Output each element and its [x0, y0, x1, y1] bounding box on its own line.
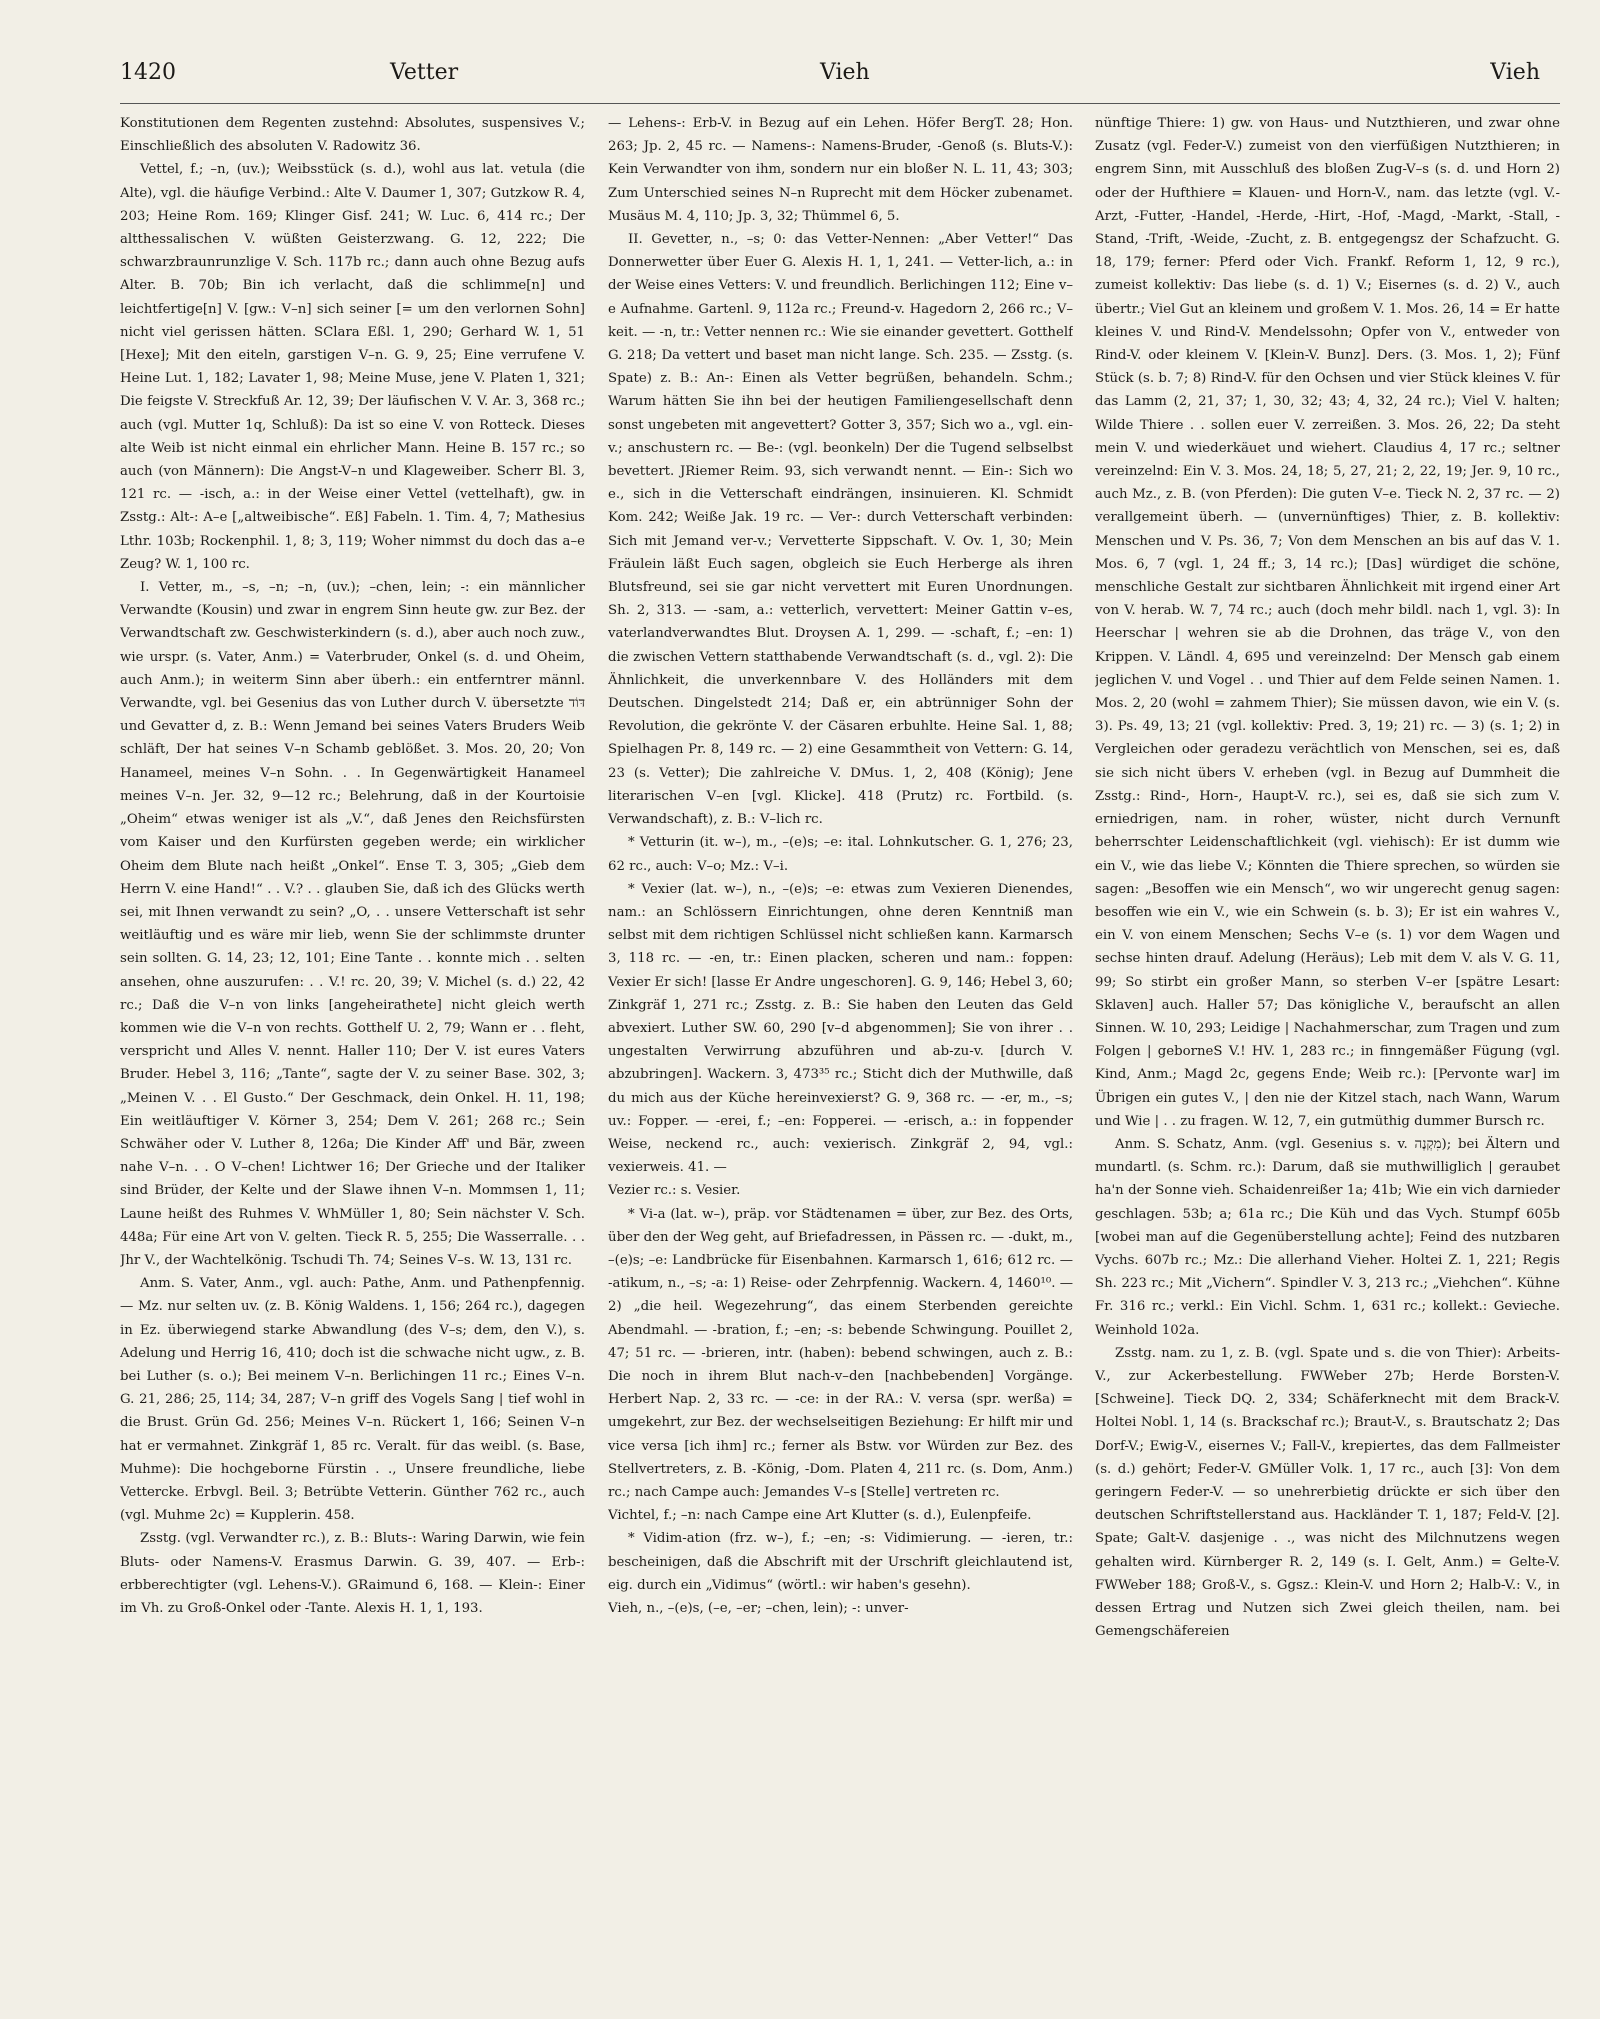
entry-paragraph: Vieh, n., –(e)s, (–e, –er; –chen, lein); -: unver-	[608, 1601, 909, 1616]
column-1	[120, 112, 585, 1992]
page-header	[120, 60, 1560, 100]
column-3	[1095, 112, 1560, 1992]
page-number: 1420	[120, 60, 176, 85]
header-right-word: Vieh	[1490, 60, 1540, 85]
entry-paragraph: — Lehens-: Erb-V. in Bezug auf ein Lehen. Höfer BergT. 28; Hon. 263; Jp. 2, 45 rc. — Namens-: Namens-Bruder, -Genoß (s. Bluts-V.): Kein Verwandter von ihm, sondern nur ein bloßer N. L. 11, 43; 303; Zum Unterschied seines N–n Ruprecht mit dem Höcker zubenamet. Musäus M. 4, 110; Jp. 3, 32; Thümmel 6, 5.	[608, 116, 1073, 224]
entry-paragraph: Anm. S. Schatz, Anm. (vgl. Gesenius s. v. מִקְנֶה); bei Ältern und mundartl. (s. Schm. rc.): Darum, daß sie muthwilliglich | geraubet ha'n der Sonne vieh. Schaidenreißer 1a; 41b; Wie ein vich darnieder geschlagen. 53b; a; 61a rc.; Die Küh und das Vych. Stumpf 605b [wobei man auf die Gegenüberstellung achte]; Feind des nutzbaren Vychs. 607b rc.; Mz.: Die allerhand Vieher. Holtei Z. 1, 221; Regis Sh. 223 rc.; Mit „Vichern“. Spindler V. 3, 213 rc.; „Viehchen“. Kühne Fr. 316 rc.; verkl.: Ein Vichl. Schm. 1, 631 rc.; kollekt.: Gevieche. Weinhold 102a.	[1095, 1136, 1560, 1338]
entry-paragraph: * Vexier (lat. w–), n., –(e)s; –e: etwas zum Vexieren Dienendes, nam.: an Schlössern Einrichtungen, ohne deren Kenntniß man selbst mit dem richtigen Schlüssel nicht schließen kann. Karmarsch 3, 118 rc. — -en, tr.: Einen placken, scheren und nam.: foppen: Vexier Er sich! [lasse Er Andre ungeschoren]. G. 9, 146; Hebel 3, 60; Zinkgräf 1, 271 rc.; Zsstg. z. B.: Sie haben den Leuten das Geld abvexiert. Luther SW. 60, 290 [v–d abgenommen]; Sie von ihrer . . ungestalten Verwirrung abzuführen und ab-zu-v. [durch V. abzubringen]. Wackern. 3, 473³⁵ rc.; Sticht dich der Muthwille, daß du mich aus der Küche hereinvexierst? G. 9, 368 rc. — -er, m., –s; uv.: Fopper. — -erei, f.; –en: Fopperei. — -erisch, a.: in foppender Weise, neckend rc., auch: vexierisch. Zinkgräf 2, 94, vgl.: vexierweis. 41. —	[608, 881, 1073, 1176]
entry-paragraph: * Vi-a (lat. w–), präp. vor Städtenamen = über, zur Bez. des Orts, über den der Weg geht, auf Briefadressen, in Pässen rc. — -dukt, m., –(e)s; –e: Landbrücke für Eisenbahnen. Karmarsch 1, 616; 612 rc. — -atikum, n., –s; -a: 1) Reise- oder Zehrpfennig. Wackern. 4, 1460¹⁰. — 2) „die heil. Wegezehrung“, das einem Sterbenden gereichte Abendmahl. — -bration, f.; –en; -s: bebende Schwingung. Pouillet 2, 47; 51 rc. — -brieren, intr. (haben): bebend schwingen, auch z. B.: Die noch in ihrem Blut nach-v–den [nachbebenden] Vorgänge. Herbert Nap. 2, 33 rc. — -ce: in der RA.: V. versa (spr. werßa) = umgekehrt, zur Bez. der wechselseitigen Beziehung: Er hilft mir und vice versa [ich ihm] rc.; ferner als Bstw. vor Würden zur Bez. des Stellvertreters, z. B. -König, -Dom. Platen 4, 211 rc. (s. Dom, Anm.) rc.; nach Campe auch: Jemandes V–s [Stelle] vertreten rc.	[608, 1206, 1073, 1500]
header-left-word: Vetter	[390, 60, 459, 85]
entry-paragraph: Anm. S. Vater, Anm., vgl. auch: Pathe, Anm. und Pathenpfennig. — Mz. nur selten uv. (z. B. König Waldens. 1, 156; 264 rc.), dagegen in Ez. überwiegend starke Abwandlung (des V–s; dem, den V.), s. Adelung und Herrig 16, 410; doch ist die schwache nicht ugw., z. B. bei Luther (s. o.); Bei meinem V–n. Berlichingen 11 rc.; Eines V–n. G. 21, 286; 25, 114; 34, 287; V–n griff des Vogels Sang | tief wohl in die Brust. Grün Gd. 256; Meines V–n. Rückert 1, 166; Seinen V–n hat er vermahnet. Zinkgräf 1, 85 rc. Veralt. für das weibl. (s. Base, Muhme): Die hochgeborne Fürstin . ., Unsere freundliche, liebe Vettercke. Erbvgl. Beil. 3; Betrübte Vetterin. Günther 762 rc., auch (vgl. Muhme 2c) = Kupplerin. 458.	[120, 1276, 585, 1524]
entry-paragraph: Vichtel, f.; –n: nach Campe eine Art Klutter (s. d.), Eulenpfeife.	[608, 1508, 1032, 1524]
entry-paragraph: Vezier rc.: s. Vesier.	[608, 1183, 741, 1199]
entry-paragraph: Vettel, f.; –n, (uv.); Weibsstück (s. d.), wohl aus lat. vetula (die Alte), vgl. die häufige Verbind.: Alte V. Daumer 1, 307; Gutzkow R. 4, 203; Heine Rom. 169; Klinger Gisf. 241; W. Luc. 6, 414 rc.; Der altthessalischen V. wüßten Geisterzwang. G. 12, 222; Die schwarzbraunrunzlige V. Sch. 117b rc.; dann auch ohne Bezug aufs Alter. B. 70b; Bin ich verlacht, daß die schlimme[n] und leichtfertige[n] V. [gw.: V–n] sich seiner [= um den verlornen Sohn] nicht viel gerissen hätten. SClara Eßl. 1, 290; Gerhard W. 1, 51 [Hexe]; Mit den eiteln, garstigen V–n. G. 9, 25; Eine verrufene V. Heine Lut. 1, 182; Lavater 1, 98; Meine Muse, jene V. Platen 1, 321; Die feigste V. Streckfuß Ar. 12, 39; Der läufischen V. V. Ar. 3, 368 rc.; auch (vgl. Mutter 1q, Schluß): Da ist so eine V. von Rotteck. Dieses alte Weib ist nicht einmal ein ehrlicher Mann. Heine B. 157 rc.; so auch (von Männern): Die Angst-V–n und Klageweiber. Scherr Bl. 3, 121 rc. — -isch, a.: in der Weise einer Vettel (vettelhaft), gw. in Zsstg.: Alt-: A–e [„altweibische“. Eß] Fabeln. 1. Tim. 4, 7; Mathesius Lthr. 103b; Rockenphil. 1, 8; 3, 119; Woher nimmst du doch das a–e Zeug? W. 1, 100 rc.	[120, 162, 585, 572]
entry-paragraph: * Vetturin (it. w–), m., –(e)s; –e: ital. Lohnkutscher. G. 1, 276; 23, 62 rc., auch: V–o; Mz.: V–i.	[608, 835, 1073, 874]
entry-paragraph: nünftige Thiere: 1) gw. von Haus- und Nutzthieren, und zwar ohne Zusatz (vgl. Feder-V.) zumeist von den vierfüßigen Nutzthieren; in engrem Sinn, mit Ausschluß des bloßen Zug-V–s (s. d. und Horn 2) oder der Hufthiere = Klauen- und Horn-V., nam. das letzte (vgl. V.-Arzt, -Futter, -Handel, -Herde, -Hirt, -Hof, -Magd, -Markt, -Stall, -Stand, -Trift, -Weide, -Zucht, z. B. entgegengsz der Schafzucht. G. 18, 179; ferner: Pferd oder Vich. Frankf. Reform 1, 12, 9 rc.), zumeist kollektiv: Das liebe (s. d. 1) V.; Eisernes (s. d. 2) V., auch übertr.; Viel Gut an kleinem und großem V. 1. Mos. 26, 14 = Er hatte kleines V. und Rind-V. Mendelssohn; Opfer von V., entweder von Rind-V. oder kleinem V. [Klein-V. Bunz]. Ders. (3. Mos. 1, 2); Fünf Stück (s. b. 7; 8) Rind-V. für den Ochsen und vier Stück kleines V. für das Lamm (2, 21, 37; 1, 30, 32; 43; 4, 32, 24 rc.); Viel V. halten; Wilde Thiere . . sollen euer V. zerreißen. 3. Mos. 26, 22; Da steht mein V. und wiederkäuet und wiehert. Claudius 4, 17 rc.; seltner vereinzelnd: Ein V. 3. Mos. 24, 18; 5, 27, 21; 2, 22, 19; Jer. 9, 10 rc., auch Mz., z. B. (von Pferden): Die guten V–e. Tieck N. 2, 37 rc. — 2) verallgemeint überh. — (unvernünftiges) Thier, z. B. kollektiv: Menschen und V. Ps. 36, 7; Von dem Menschen an bis auf das V. 1. Mos. 6, 7 (vgl. 1, 24 ff.; 3, 14 rc.); [Das] würdiget die schöne, menschliche Gestalt zur sichtbaren Ähnlichkeit mit irgend einer Art von V. herab. W. 7, 74 rc.; auch (doch mehr bildl. nach 1, vgl. 3): In Heerschar | wehren sie ab die Drohnen, das träge V., von den Krippen. V. Ländl. 4, 695 und vereinzelnd: Der Mensch gab einem jeglichen V. und Vogel . . und Thier auf dem Felde seinen Namen. 1. Mos. 2, 20 (wohl = zahmem Thier); Sie müssen davon, wie ein V. (s. 3). Ps. 49, 13; 21 (vgl. kollektiv: Pred. 3, 19; 21) rc. — 3) (s. 1; 2) in Vergleichen oder geradezu verächtlich von Menschen, sei es, daß sie sich nicht übers V. erheben (vgl. in Bezug auf Dummheit die Zsstg.: Rind-, Horn-, Haupt-V. rc.), sei es, daß sie sich zum V. erniedrigen, nam. in roher, wüster, nicht durch Vernunft beherrschter Leidenschaftlichkeit (vgl. viehisch): Er ist dumm wie ein V., wie das liebe V.; Könnten die Thiere sprechen, so würden sie sagen: „Besoffen wie ein Mensch“, wo wir ungerecht genug sagen: besoffen wie ein V., wie ein Schwein (s. b. 3); Er ist ein wahres V., ein V. von einem Menschen; Sechs V–e (s. 1) vor dem Wagen und sechse hinten drauf. Adelung (Heräus); Leb mit dem V. als V. G. 11, 99; So stirbt ein großer Mann, so sterben V–er [spätre Lesart: Sklaven] auch. Haller 57; Das königliche V., beraufscht an allen Sinnen. W. 10, 293; Leidige | Nachahmerschar, zum Tragen und zum Folgen | geborneS V.! HV. 1, 283 rc.; in finngemäßer Fügung (vgl. Kind, Anm.; Magd 2c, gegens Ende; Weib rc.): [Pervonte war] im Übrigen ein gutes V., | den nie der Kitzel stach, nach Wann, Warum und Wie | . . zu fragen. W. 12, 7, ein gutmüthig dummer Bursch rc.	[1095, 116, 1560, 1129]
entry-paragraph: I. Vetter, m., –s, –n; –n, (uv.); –chen, lein; -: ein männlicher Verwandte (Kousin) und zwar in engrem Sinn heute gw. zur Bez. der Verwandtschaft zw. Geschwisterkindern (s. d.), aber auch noch zuw., wie urspr. (s. Vater, Anm.) = Vaterbruder, Onkel (s. d. und Oheim, auch Anm.); in weiterm Sinn aber überh.: ein entferntrer männl. Verwandte, vgl. bei Gesenius das von Luther durch V. übersetzte דּוֹד und Gevatter d, z. B.: Wenn Jemand bei seines Vaters Bruders Weib schläft, Der hat seines V–n Schamb geblößet. 3. Mos. 20, 20; Von Hanameel, meines V–n Sohn. . . In Gegenwärtigkeit Hanameel meines V–n. Jer. 32, 9—12 rc.; Belehrung, daß in der Kourtoisie „Oheim“ etwas weniger ist als „V.“, daß Jenes den Reichsfürsten vom Kaiser und den Kurfürsten gegeben werde; ein wirklicher Oheim dem Blute nach heißt „Onkel“. Ense T. 3, 305; „Gieb dem Herrn V. eine Hand!“ . . V.? . . glauben Sie, daß ich des Glücks werth sei, mit Ihnen verwandt zu sein? „O, . . unsere Vetterschaft ist sehr weitläuftig und es wäre mir lieb, wenn Sie der schlimmste drunter sein sollten. G. 14, 23; 12, 101; Eine Tante . . konnte mich . . selten ansehen, ohne auszurufen: . . V.! rc. 20, 39; V. Michel (s. d.) 22, 42 rc.; Daß die V–n von links [angeheirathete] nicht gleich werth kommen wie die V–n von rechts. Gotthelf U. 2, 79; Wann er . . fleht, verspricht und Alles V. nennt. Haller 110; Der V. ist eures Vaters Bruder. Hebel 3, 116; „Tante“, sagte der V. zu seiner Base. 302, 3; „Meinen V. . . El Gusto.“ Der Geschmack, dein Onkel. H. 11, 198; Ein weitläuftiger V. Körner 3, 254; Dem V. 261; 268 rc.; Sein Schwäher oder V. Luther 8, 126a; Die Kinder Aff' und Bär, zween nahe V–n. . . O V–chen! Lichtwer 16; Der Grieche und der Italiker sind Brüder, der Kelte und der Slawe ihnen V–n. Mommsen 1, 11; Laune heißt des Ruhmes V. WhMüller 1, 80; Sein nächster V. Sch. 448a; Für eine Art von V. gelten. Tieck R. 5, 255; Die Wasserralle. . . Jhr V., der Wachtelkönig. Tschudi Th. 74; Seines V–s. W. 13, 131 rc.	[120, 580, 585, 1268]
header-center-word: Vieh	[820, 60, 870, 85]
entry-paragraph: Zsstg. nam. zu 1, z. B. (vgl. Spate und s. die von Thier): Arbeits-V., zur Ackerbestellung. FWWeber 27b; Herde Borsten-V. [Schweine]. Tieck DQ. 2, 334; Schäferknecht mit dem Brack-V. Holtei Nobl. 1, 14 (s. Brackschaf rc.); Braut-V., s. Brautschatz 2; Das Dorf-V.; Ewig-V., eisernes V.; Fall-V., krepiertes, das dem Fallmeister (s. d.) gehört; Feder-V. GMüller Volk. 1, 17 rc., auch [3]: Von dem geringern Feder-V. — so unehrerbietig drückte er sich über den deutschen Schriftstellerstand aus. Hackländer T. 1, 187; Feld-V. [2]. Spate; Galt-V. dasjenige . ., was nicht des Milchnutzens wegen gehalten wird. Kürnberger R. 2, 149 (s. I. Gelt, Anm.) = Gelte-V. FWWeber 188; Groß-V., s. Ggsz.: Klein-V. und Horn 2; Halb-V.: V., in dessen Ertrag und Nutzen sich Zwei gleich theilen, nam. bei Gemengschäfereien	[1095, 1345, 1560, 1640]
entry-paragraph: II. Gevetter, n., –s; 0: das Vetter-Nennen: „Aber Vetter!“ Das Donnerwetter über Euer G. Alexis H. 1, 1, 241. — Vetter-lich, a.: in der Weise eines Vetters: V. und freundlich. Berlichingen 112; Eine v–e Aufnahme. Gartenl. 9, 112a rc.; Freund-v. Hagedorn 2, 266 rc.; V–keit. — -n, tr.: Vetter nennen rc.: Wie sie einander gevettert. Gotthelf G. 218; Da vettert und baset man nicht lange. Sch. 235. — Zsstg. (s. Spate) z. B.: An-: Einen als Vetter begrüßen, behandeln. Schm.; Warum hätten Sie ihn bei der heutigen Familiengesellschaft denn sonst ungebeten mit angevettert? Gotter 3, 357; Sich wo a., vgl. ein-v.; anschustern rc. — Be-: (vgl. beonkeln) Der die Tugend selbselbst bevettert. JRiemer Reim. 93, sich verwandt nennt. — Ein-: Sich wo e., sich in die Vetterschaft eindrängen, insinuieren. Kl. Schmidt Kom. 242; Weiße Jak. 19 rc. — Ver-: durch Vetterschaft verbinden: Sich mit Jemand ver-v.; Vervetterte Sippschaft. V. Ov. 1, 30; Mein Fräulein läßt Euch sagen, obgleich sie Euch Herberge als ihren Blutsfreund, sei sie gar nicht vervettert mit Euren Unordnungen. Sh. 2, 313. — -sam, a.: vetterlich, vervettert: Meiner Gattin v–es, vaterlandverwandtes Blut. Droysen A. 1, 299. — -schaft, f.; –en: 1) die zwischen Vettern statthabende Verwandtschaft (s. d., vgl. 2): Die Ähnlichkeit, die unverkennbare V. des Holländers mit dem Deutschen. Dingelstedt 214; Daß er, ein abtrünniger Sohn der Revolution, die gekrönte V. der Cäsaren erbuhlte. Heine Sal. 1, 88; Spielhagen Pr. 8, 149 rc. — 2) eine Gesammtheit von Vettern: G. 14, 23 (s. Vetter); Die zahlreiche V. DMus. 1, 2, 408 (König); Jene literarischen V–en [vgl. Klicke]. 418 (Prutz) rc. Fortbild. (s. Verwandschaft), z. B.: V–lich rc.	[608, 232, 1073, 828]
column-2	[608, 112, 1073, 1992]
header-rule	[120, 103, 1560, 104]
entry-paragraph: Zsstg. (vgl. Verwandter rc.), z. B.: Bluts-: Waring Darwin, wie fein Bluts- oder Namens-V. Erasmus Darwin. G. 39, 407. — Erb-: erbberechtigter (vgl. Lehens-V.). GRaimund 6, 168. — Klein-: Einer im Vh. zu Groß-Onkel oder -Tante. Alexis H. 1, 1, 193.	[120, 1531, 585, 1616]
entry-paragraph: Konstitutionen dem Regenten zustehnd: Absolutes, suspensives V.; Einschließlich des absoluten V. Radowitz 36.	[120, 116, 585, 155]
entry-paragraph: * Vidim-ation (frz. w–), f.; –en; -s: Vidimierung. — -ieren, tr.: bescheinigen, daß die Abschrift mit der Urschrift gleichlautend ist, eig. durch ein „Vidimus“ (wörtl.: wir haben's gesehn).	[608, 1531, 1073, 1593]
